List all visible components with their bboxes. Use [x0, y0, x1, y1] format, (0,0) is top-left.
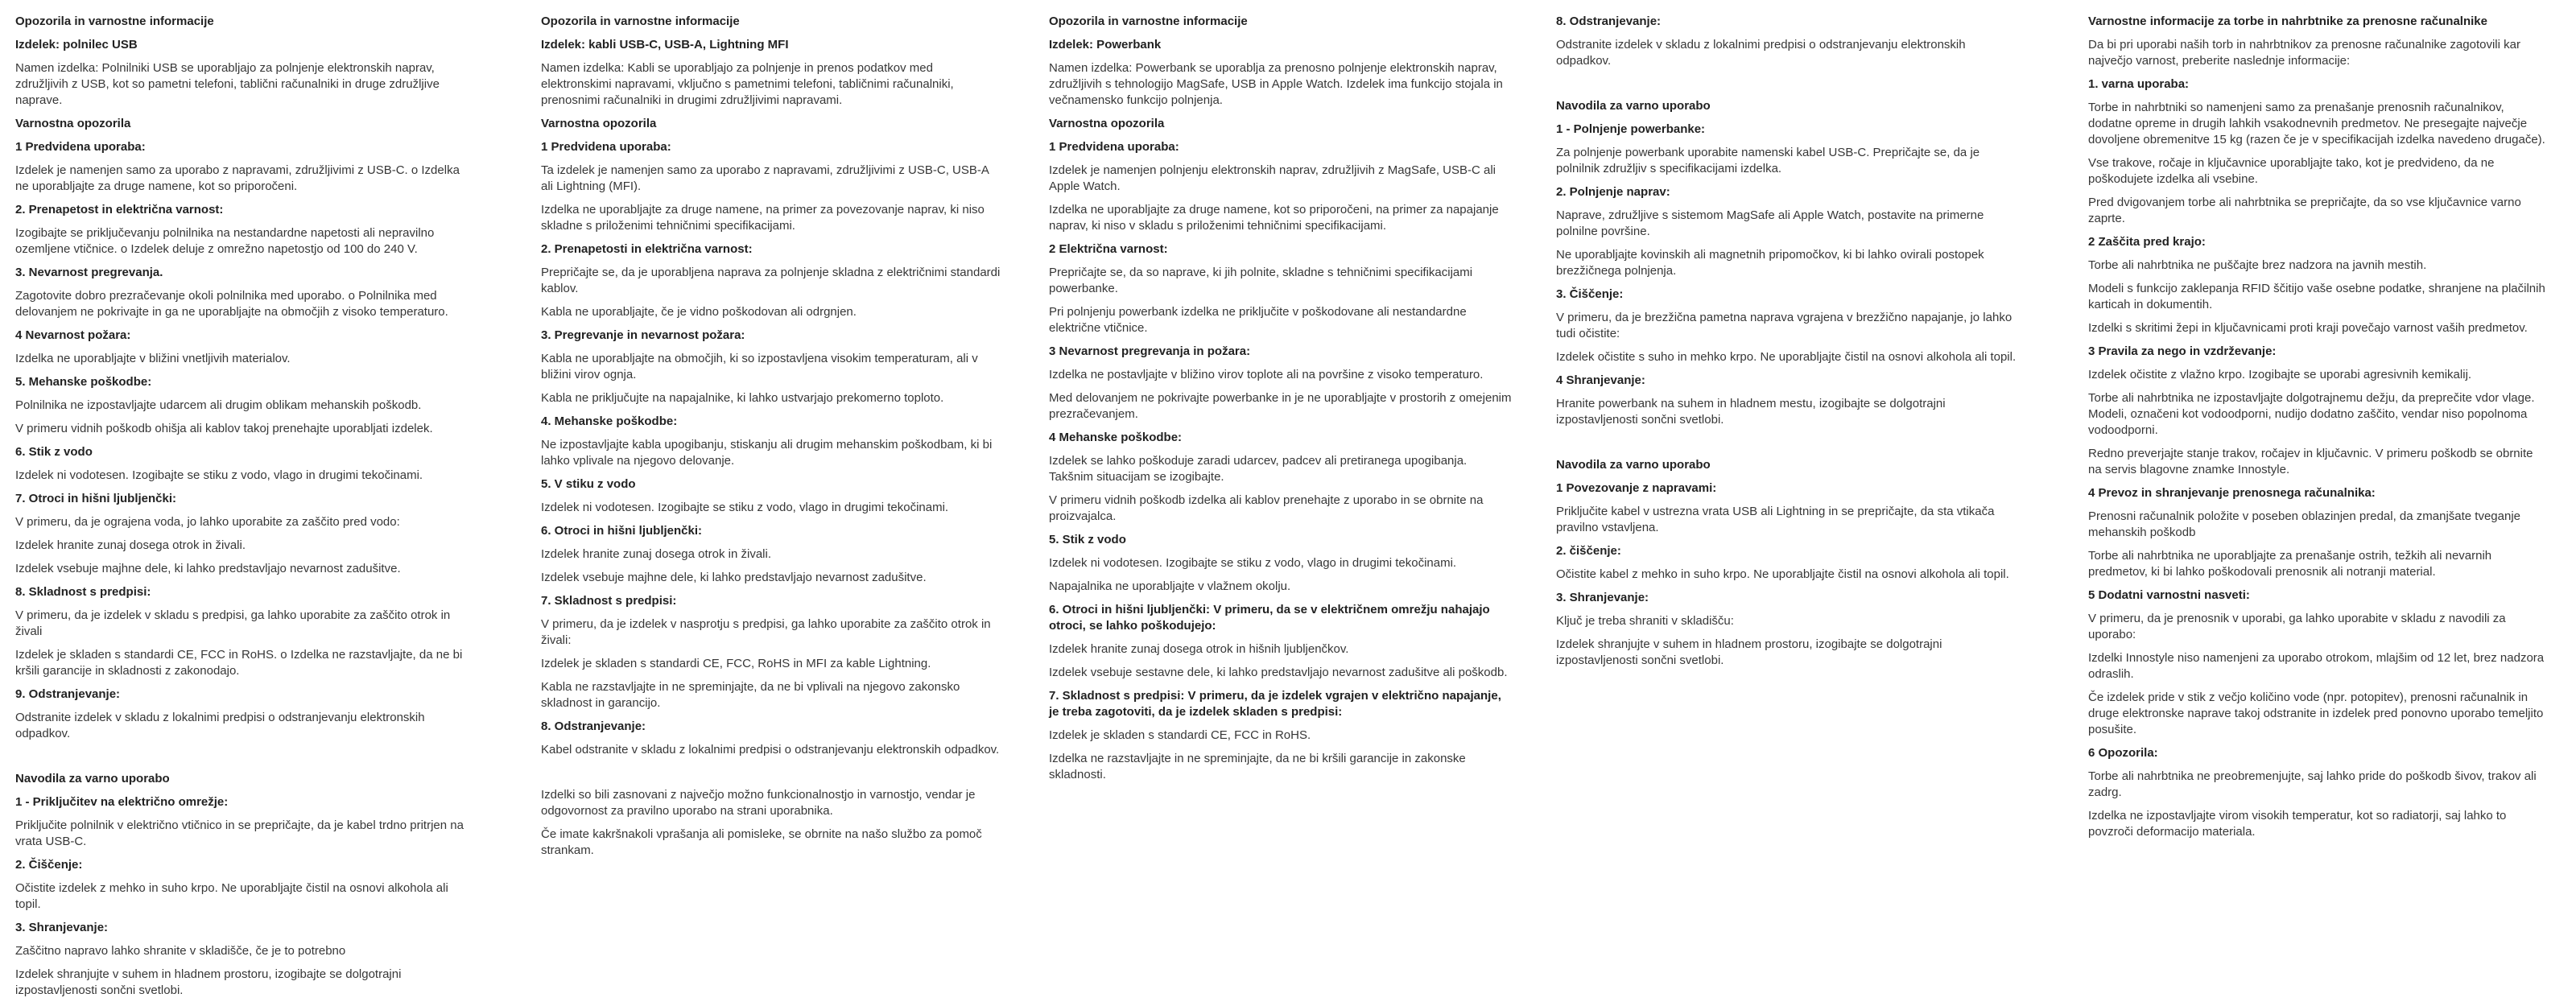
paragraph: Izdelka ne uporabljajte v bližini vnetljivih materialov.: [15, 352, 291, 365]
paragraph: Za polnjenje powerbank uporabite namenski kabel USB-C. Prepričajte se, da je polnilnik združljiv s specifikacijami izdelka.: [1556, 146, 1980, 175]
section-heading: 3 Nevarnost pregrevanja in požara:: [1049, 344, 1251, 358]
paragraph: Izdelek je skladen s standardi CE, FCC in RoHS. o Izdelka ne razstavljajte, da ne bi kršili garancije in skladnosti z zakonodajo.: [15, 648, 463, 678]
paragraph: V primeru, da je brezžična pametna naprava vgrajena v brezžično napajanje, jo lahko tudi očistite:: [1556, 311, 2013, 340]
paragraph: Izdelek vsebuje majhne dele, ki lahko predstavljajo nevarnost zadušitve.: [15, 562, 401, 575]
section-heading: 2. Polnjenje naprav:: [1556, 185, 1670, 199]
section-heading: 3. Pregrevanje in nevarnost požara:: [541, 328, 745, 342]
section-heading: 2. Prenapetost in električna varnost:: [15, 203, 224, 216]
section-heading: 3. Shranjevanje:: [15, 921, 109, 934]
paragraph: Napajalnika ne uporabljajte v vlažnem okolju.: [1049, 579, 1291, 593]
paragraph: Izdelek je namenjen polnjenju elektronskih naprav, združljivih z MagSafe, USB-C ali Apple Watch.: [1049, 163, 1496, 193]
paragraph: Ta izdelek je namenjen samo za uporabo z napravami, združljivimi z USB-C, USB-A ali Lightning (MFI).: [541, 163, 989, 193]
column-1: [15, 14, 472, 1006]
paragraph: Izdelki so bili zasnovani z največjo možno funkcionalnostjo in varnostjo, vendar je odgovornost za pravilno uporabo na strani uporabnika.: [541, 788, 976, 818]
paragraph: Da bi pri uporabi naših torb in nahrbtnikov za prenosne računalnike zagotovili kar največjo varnost, preberite naslednje informacije:: [2088, 38, 2520, 68]
column-4: [1556, 14, 2023, 676]
section-heading: 7. Skladnost s predpisi: V primeru, da je izdelek vgrajen v električno napajanje, je treba zagotoviti, da je izdelek skladen s predpisi:: [1049, 689, 1501, 719]
paragraph: Kabla ne uporabljajte na območjih, ki so izpostavljena visokim temperaturam, ali v bližini virov ognja.: [541, 352, 978, 381]
section-heading: 4 Mehanske poškodbe:: [1049, 431, 1183, 444]
paragraph: Polnilnika ne izpostavljajte udarcem ali drugim oblikam mehanskih poškodb.: [15, 398, 422, 412]
column-2: [541, 14, 1001, 866]
paragraph: V primeru, da je izdelek v skladu s predpisi, ga lahko uporabite za zaščito otrok in živali: [15, 608, 451, 638]
section-heading: 1 Predvidena uporaba:: [15, 140, 146, 154]
section-heading: 2 Električna varnost:: [1049, 242, 1168, 256]
paragraph: Pri polnjenju powerbank izdelka ne priključite v poškodovane ali nestandardne električne vtičnice.: [1049, 305, 1467, 335]
paragraph: Če imate kakršnakoli vprašanja ali pomisleke, se obrnite na našo službo za pomoč strankam.: [541, 827, 982, 857]
paragraph: Namen izdelka: Powerbank se uporablja za prenosno polnjenje elektronskih naprav, združljivih s tehnologijo MagSafe, USB in Apple Watch. Izdelek ima funkcijo stojala in večnamensko funkcijo polnjenja.: [1049, 61, 1503, 107]
paragraph: Namen izdelka: Kabli se uporabljajo za polnjenje in prenos podatkov med elektronskimi napravami, vključno s pametnimi telefoni, tabličnimi računalniki, prenosnimi računalniki in drugimi združljivimi napravami.: [541, 61, 954, 107]
paragraph: Kabla ne priključujte na napajalnike, ki lahko ustvarjajo prekomerno toploto.: [541, 391, 944, 405]
section-heading: Varnostna opozorila: [541, 117, 657, 130]
paragraph: Izdelek hranite zunaj dosega otrok in živali.: [15, 538, 246, 552]
section-heading: Izdelek: polnilec USB: [15, 38, 138, 52]
paragraph: Kabel odstranite v skladu z lokalnimi predpisi o odstranjevanju elektronskih odpadkov.: [541, 743, 1000, 757]
paragraph: Prenosni računalnik položite v poseben oblazinjen predal, da zmanjšate tveganje mehanskih poškodb: [2088, 509, 2521, 539]
section-heading: 6. Stik z vodo: [15, 445, 93, 459]
paragraph: Torbe ali nahrbtnika ne izpostavljajte dolgotrajnemu dežju, da preprečite vdor vlage. Modeli, označeni kot vodoodporni, nudijo dodatno zaščito, vendar niso popolnoma vodoodporni.: [2088, 391, 2535, 437]
section-heading: 8. Odstranjevanje:: [541, 719, 646, 733]
paragraph: V primeru, da je prenosnik v uporabi, ga lahko uporabite v skladu z navodili za uporabo:: [2088, 612, 2506, 641]
paragraph: Izdelek ni vodotesen. Izogibajte se stiku z vodo, vlago in drugimi tekočinami.: [15, 468, 423, 482]
section-heading: 1 - Polnjenje powerbanke:: [1556, 122, 1706, 136]
paragraph: Prepričajte se, da je uporabljena naprava za polnjenje skladna z električnimi standardi kablov.: [541, 266, 1001, 295]
paragraph: Ključ je treba shraniti v skladišču:: [1556, 614, 1734, 628]
paragraph: Izdelka ne postavljajte v bližino virov toplote ali na površine z visoko temperaturo.: [1049, 368, 1484, 381]
section-heading: 9. Odstranjevanje:: [15, 687, 121, 701]
section-heading: 5. Stik z vodo: [1049, 533, 1126, 546]
section-heading: 4. Mehanske poškodbe:: [541, 414, 678, 428]
paragraph: Očistite kabel z mehko in suho krpo. Ne uporabljajte čistil na osnovi alkohola ali topil.: [1556, 567, 2009, 581]
section-heading: Navodila za varno uporabo: [15, 772, 170, 785]
column-5: [2088, 14, 2549, 847]
paragraph: Torbe in nahrbtniki so namenjeni samo za prenašanje prenosnih računalnikov, dodatne opreme in drugih lahkih vsakodnevnih predmetov. Ne presegajte največje dovoljene obremenitve 15 kg (razen če je v specifikacijah izdelka navedeno drugače).: [2088, 101, 2545, 146]
paragraph: Izdelek hranite zunaj dosega otrok in živali.: [541, 547, 771, 561]
section-heading: 2. Čiščenje:: [15, 858, 83, 872]
section-heading: Navodila za varno uporabo: [1556, 99, 1711, 113]
paragraph: Naprave, združljive s sistemom MagSafe ali Apple Watch, postavite na primerne polnilne površine.: [1556, 208, 1984, 238]
section-heading: 2. čiščenje:: [1556, 544, 1621, 558]
section-gap: [541, 765, 1001, 787]
paragraph: Kabla ne uporabljajte, če je vidno poškodovan ali odrgnjen.: [541, 305, 857, 319]
section-heading: Izdelek: kabli USB-C, USB-A, Lightning MFI: [541, 38, 789, 52]
section-heading: Opozorila in varnostne informacije: [541, 14, 740, 28]
paragraph: Izdelek ni vodotesen. Izogibajte se stiku z vodo, vlago in drugimi tekočinami.: [541, 501, 949, 514]
paragraph: Torbe ali nahrbtnika ne puščajte brez nadzora na javnih mestih.: [2088, 258, 2427, 272]
paragraph: Torbe ali nahrbtnika ne uporabljajte za prenašanje ostrih, težkih ali nevarnih predmetov, ki bi lahko poškodovali prenosnik ali notranji material.: [2088, 549, 2492, 579]
section-heading: 5 Dodatni varnostni nasveti:: [2088, 588, 2250, 602]
section-heading: 3. Čiščenje:: [1556, 287, 1624, 301]
section-heading: 2. Prenapetosti in električna varnost:: [541, 242, 753, 256]
paragraph: Izdelka ne izpostavljajte virom visokih temperatur, kot so radiatorji, saj lahko to povzroči deformacijo materiala.: [2088, 809, 2507, 839]
paragraph: Izdelka ne uporabljajte za druge namene, kot so priporočeni, na primer za napajanje naprav, ki niso v skladu s priloženimi tehničnimi specifikacijami.: [1049, 203, 1499, 233]
paragraph: V primeru vidnih poškodb ohišja ali kablov takoj prenehajte uporabljati izdelek.: [15, 422, 433, 435]
paragraph: Vse trakove, ročaje in ključavnice uporabljajte tako, kot je predvideno, da ne poškodujete izdelka ali vsebine.: [2088, 156, 2495, 186]
section-heading: 1 Predvidena uporaba:: [541, 140, 671, 154]
section-heading: Opozorila in varnostne informacije: [15, 14, 214, 28]
section-heading: 1 - Priključitev na električno omrežje:: [15, 795, 229, 809]
section-heading: 8. Odstranjevanje:: [1556, 14, 1662, 28]
section-heading: Navodila za varno uporabo: [1556, 458, 1711, 472]
section-gap: [1556, 76, 2023, 98]
paragraph: Izdelek se lahko poškoduje zaradi udarcev, padcev ali pretiranega upogibanja. Takšnim situacijam se izogibajte.: [1049, 454, 1468, 484]
section-heading: 8. Skladnost s predpisi:: [15, 585, 151, 599]
paragraph: Pred dvigovanjem torbe ali nahrbtnika se prepričajte, da so vse ključavnice varno zaprte.: [2088, 196, 2521, 225]
section-gap: [15, 749, 472, 771]
paragraph: Izdelek je namenjen samo za uporabo z napravami, združljivimi z USB-C. o Izdelka ne uporabljajte za druge namene, kot so priporočeni.: [15, 163, 460, 193]
paragraph: Izdelek hranite zunaj dosega otrok in hišnih ljubljenčkov.: [1049, 642, 1349, 656]
paragraph: Izdelek shranjujte v suhem in hladnem prostoru, izogibajte se dolgotrajni izpostavljenosti sončni svetlobi.: [1556, 637, 1942, 667]
paragraph: Izdelki Innostyle niso namenjeni za uporabo otrokom, mlajšim od 12 let, brez nadzora odraslih.: [2088, 651, 2545, 681]
paragraph: Namen izdelka: Polnilniki USB se uporabljajo za polnjenje elektronskih naprav, združljivih z USB, kot so pametni telefoni, tablični računalniki in druge združljive naprave.: [15, 61, 440, 107]
section-heading: Opozorila in varnostne informacije: [1049, 14, 1248, 28]
column-3: [1049, 14, 1513, 790]
section-heading: 6 Opozorila:: [2088, 746, 2158, 760]
paragraph: Odstranite izdelek v skladu z lokalnimi predpisi o odstranjevanju elektronskih odpadkov.: [15, 711, 425, 740]
section-heading: 7. Skladnost s predpisi:: [541, 594, 677, 608]
section-heading: 4 Nevarnost požara:: [15, 328, 131, 342]
section-heading: 3. Shranjevanje:: [1556, 591, 1649, 604]
section-gap: [1556, 435, 2023, 457]
section-heading: Varnostna opozorila: [15, 117, 131, 130]
paragraph: Kabla ne razstavljajte in ne spreminjajte, da ne bi vplivali na njegovo zakonsko skladnost in garancijo.: [541, 680, 960, 710]
paragraph: Izdelek ni vodotesen. Izogibajte se stiku z vodo, vlago in drugimi tekočinami.: [1049, 556, 1457, 570]
paragraph: Izdelek je skladen s standardi CE, FCC, RoHS in MFI za kable Lightning.: [541, 657, 931, 670]
paragraph: Torbe ali nahrbtnika ne preobremenjujte, saj lahko pride do poškodb šivov, trakov ali zadrg.: [2088, 769, 2537, 799]
paragraph: Izdelek shranjujte v suhem in hladnem prostoru, izogibajte se dolgotrajni izpostavljenosti sončni svetlobi.: [15, 967, 402, 997]
paragraph: Izdelek vsebuje majhne dele, ki lahko predstavljajo nevarnost zadušitve.: [541, 571, 927, 584]
section-heading: 3 Pravila za nego in vzdrževanje:: [2088, 344, 2277, 358]
paragraph: Izdelki s skritimi žepi in ključavnicami proti kraji povečajo varnost vaših predmetov.: [2088, 321, 2528, 335]
paragraph: Izdelka ne razstavljajte in ne spreminjajte, da ne bi kršili garancije in zakonske skladnosti.: [1049, 752, 1466, 781]
section-heading: 6. Otroci in hišni ljubljenčki:: [541, 524, 703, 538]
paragraph: Izogibajte se priključevanju polnilnika na nestandardne napetosti ali nepravilno ozemljene vtičnice. o Izdelek deluje z omrežno napetostjo od 100 do 240 V.: [15, 226, 435, 256]
paragraph: Izdelka ne uporabljajte za druge namene, na primer za povezovanje naprav, ki niso skladne s priloženimi tehničnimi specifikacijami.: [541, 203, 985, 233]
section-heading: 5. V stiku z vodo: [541, 477, 636, 491]
paragraph: Med delovanjem ne pokrivajte powerbanke in je ne uporabljajte v prostorih z omejenim prezračevanjem.: [1049, 391, 1512, 421]
section-heading: 2 Zaščita pred krajo:: [2088, 235, 2206, 249]
paragraph: Odstranite izdelek v skladu z lokalnimi predpisi o odstranjevanju elektronskih odpadkov.: [1556, 38, 1966, 68]
paragraph: Ne uporabljajte kovinskih ali magnetnih pripomočkov, ki bi lahko ovirali postopek brezžičnega polnjenja.: [1556, 248, 1984, 278]
paragraph: Izdelek očistite z vlažno krpo. Izogibajte se uporabi agresivnih kemikalij.: [2088, 368, 2472, 381]
section-heading: 6. Otroci in hišni ljubljenčki: V primeru, da se v električnem omrežju nahajajo otroci, se lahko poškodujejo:: [1049, 603, 1490, 633]
paragraph: Izdelek očistite s suho in mehko krpo. Ne uporabljajte čistil na osnovi alkohola ali topil.: [1556, 350, 2017, 364]
paragraph: Zaščitno napravo lahko shranite v skladišče, če je to potrebno: [15, 944, 346, 958]
paragraph: V primeru vidnih poškodb izdelka ali kablov prenehajte z uporabo in se obrnite na proizvajalca.: [1049, 493, 1484, 523]
section-heading: Izdelek: Powerbank: [1049, 38, 1162, 52]
paragraph: V primeru, da je ograjena voda, jo lahko uporabite za zaščito pred vodo:: [15, 515, 400, 529]
paragraph: Redno preverjajte stanje trakov, ročajev in ključavnic. V primeru poškodb se obrnite na servis blagovne znamke Innostyle.: [2088, 447, 2533, 476]
paragraph: V primeru, da je izdelek v nasprotju s predpisi, ga lahko uporabite za zaščito otrok in živali:: [541, 617, 991, 647]
section-heading: Varnostne informacije za torbe in nahrbtnike za prenosne računalnike: [2088, 14, 2487, 28]
paragraph: Zagotovite dobro prezračevanje okoli polnilnika med uporabo. o Polnilnika med delovanjem ne pokrivajte in ga ne uporabljajte na območjih z visoko temperaturo.: [15, 289, 448, 319]
paragraph: Priključite kabel v ustrezna vrata USB ali Lightning in se prepričajte, da sta vtikača pravilno vstavljena.: [1556, 505, 1995, 534]
paragraph: Če izdelek pride v stik z večjo količino vode (npr. potopitev), prenosni računalnik in druge elektronske naprave takoj odstranite in izdelek pred ponovno uporabo temeljito posušite.: [2088, 691, 2544, 736]
section-heading: 7. Otroci in hišni ljubljenčki:: [15, 492, 177, 505]
paragraph: Izdelek je skladen s standardi CE, FCC in RoHS.: [1049, 728, 1311, 742]
paragraph: Hranite powerbank na suhem in hladnem mestu, izogibajte se dolgotrajni izpostavljenosti sončni svetlobi.: [1556, 397, 1946, 427]
paragraph: Priključite polnilnik v električno vtičnico in se prepričajte, da je kabel trdno pritrjen na vrata USB-C.: [15, 818, 464, 848]
section-heading: 1. varna uporaba:: [2088, 77, 2190, 91]
section-heading: 1 Predvidena uporaba:: [1049, 140, 1179, 154]
section-heading: Varnostna opozorila: [1049, 117, 1165, 130]
paragraph: Modeli s funkcijo zaklepanja RFID ščitijo vaše osebne podatke, shranjene na plačilnih karticah in dokumentih.: [2088, 282, 2545, 311]
section-heading: 4 Shranjevanje:: [1556, 373, 1645, 387]
section-heading: 3. Nevarnost pregrevanja.: [15, 266, 163, 279]
section-heading: 1 Povezovanje z napravami:: [1556, 481, 1717, 495]
paragraph: Prepričajte se, da so naprave, ki jih polnite, skladne s tehničnimi specifikacijami powerbanke.: [1049, 266, 1473, 295]
section-heading: 5. Mehanske poškodbe:: [15, 375, 152, 389]
paragraph: Ne izpostavljajte kabla upogibanju, stiskanju ali drugim mehanskim poškodbam, ki bi lahko vplivale na njegovo delovanje.: [541, 438, 993, 468]
paragraph: Očistite izdelek z mehko in suho krpo. Ne uporabljajte čistil na osnovi alkohola ali topil.: [15, 881, 448, 911]
section-heading: 4 Prevoz in shranjevanje prenosnega računalnika:: [2088, 486, 2376, 500]
paragraph: Izdelek vsebuje sestavne dele, ki lahko predstavljajo nevarnost zadušitve ali poškodb.: [1049, 666, 1508, 679]
